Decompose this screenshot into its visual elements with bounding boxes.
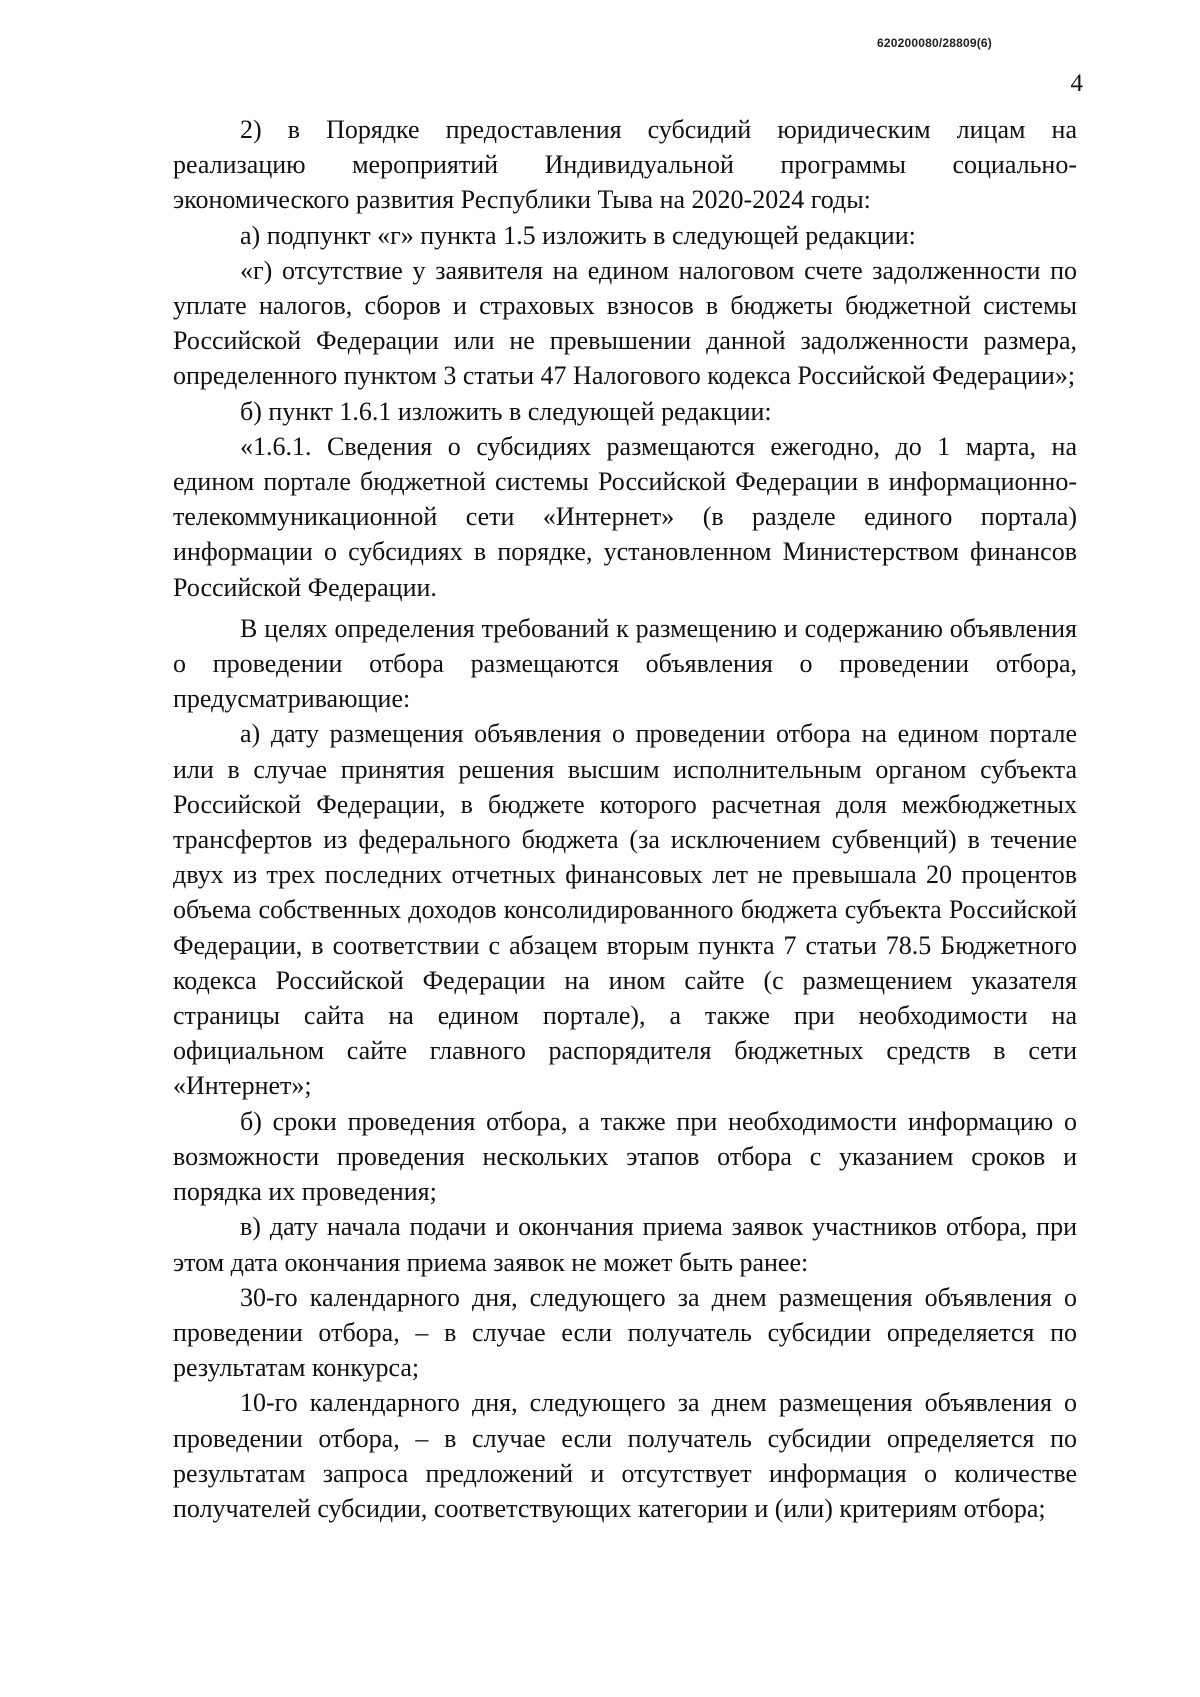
document-body	[173, 112, 1077, 1526]
paragraph: 10-го календарного дня, следующего за днем размещения объявления о проведении отбора, – в случае если получатель субсидии определяется по результатам запроса предложений и отсутствует информация о количестве получателей субсидии, соответствующих категории и (или) критериям отбора;	[173, 1388, 1077, 1523]
paragraph: «1.6.1. Сведения о субсидиях размещаются ежегодно, до 1 марта, на едином портале бюджетной системы Российской Федерации в информационно-телекоммуникационной сети «Интернет» (в разделе единого портала) информации о субсидиях в порядке, установленном Министерством финансов Российской Федерации.	[173, 431, 1077, 602]
paragraph: б) сроки проведения отбора, а также при необходимости информацию о возможности проведения нескольких этапов отбора с указанием сроков и порядка их проведения;	[173, 1106, 1077, 1207]
paragraph: в) дату начала подачи и окончания приема заявок участников отбора, при этом дата окончания приема заявок не может быть ранее:	[173, 1212, 1077, 1277]
paragraph: «г) отсутствие у заявителя на едином налоговом счете задолженности по уплате налогов, сборов и страховых взносов в бюджеты бюджетной системы Российской Федерации или не превышении данной задолженности размера, определенного пунктом 3 статьи 47 Налогового кодекса Российской Федерации»;	[173, 255, 1077, 391]
paragraph: а) дату размещения объявления о проведении отбора на едином портале или в случае принятия решения высшим исполнительным органом субъекта Российской Федерации, в бюджете которого расчетная доля межбюджетных трансфертов из федерального бюджета (за исключением субвенций) в течение двух из трех последних отчетных финансовых лет не превышала 20 процентов объема собственных доходов консолидированного бюджета субъекта Российской Федерации, в соответствии с абзацем вторым пункта 7 статьи 78.5 Бюджетного кодекса Российской Федерации на ином сайте (с размещением указателя страницы сайта на едином портале), а также при необходимости на официальном сайте главного распорядителя бюджетных средств в сети «Интернет»;	[173, 719, 1077, 1101]
paragraph: В целях определения требований к размещению и содержанию объявления о проведении отбора размещаются объявления о проведении отбора, предусматривающие:	[173, 613, 1077, 714]
paragraph: 2) в Порядке предоставления субсидий юридическим лицам на реализацию мероприятий Индивидуальной программы социально-экономического развития Республики Тыва на 2020-2024 годы:	[173, 115, 1077, 215]
document-id: 620200080/28809(6)	[876, 36, 992, 50]
page-number: 4	[1070, 70, 1083, 97]
paragraph: 30-го календарного дня, следующего за днем размещения объявления о проведении отбора, – в случае если получатель субсидии определяется по результатам конкурса;	[173, 1282, 1077, 1383]
paragraph: б) пункт 1.6.1 изложить в следующей редакции:	[240, 396, 772, 426]
paragraph: а) подпункт «г» пункта 1.5 изложить в следующей редакции:	[240, 220, 916, 250]
